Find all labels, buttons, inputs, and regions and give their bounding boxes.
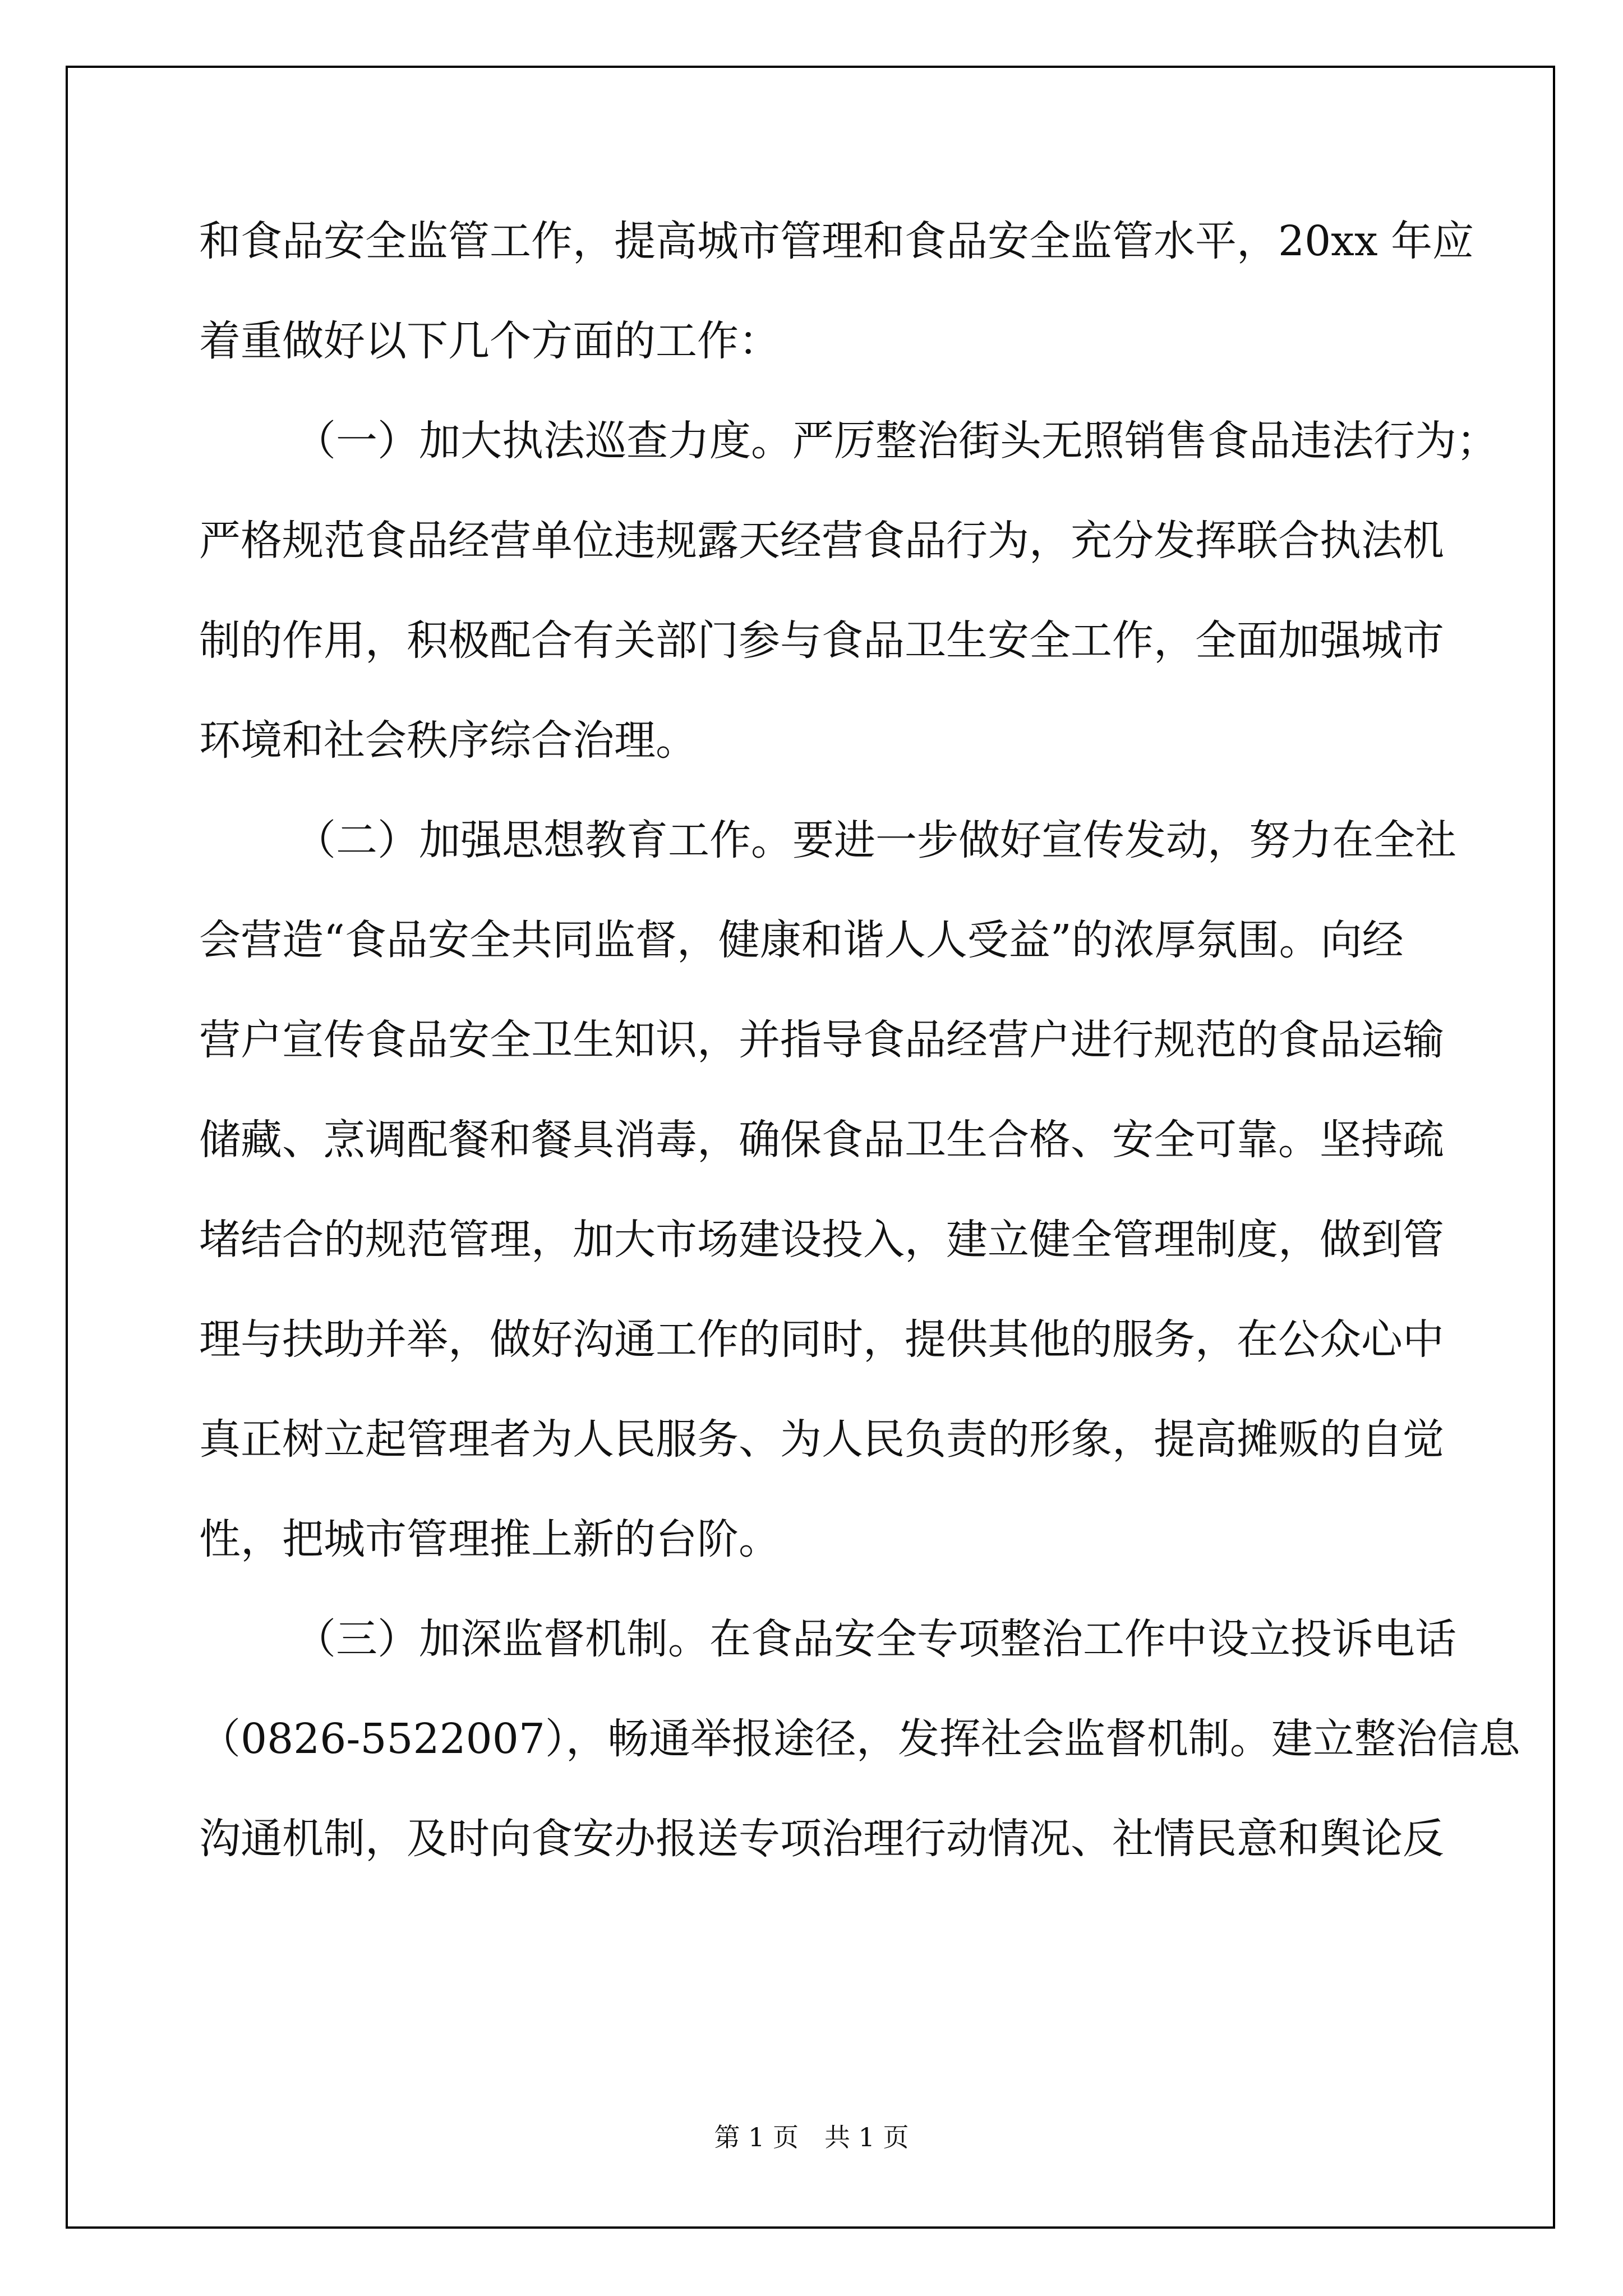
text-line: 着重做好以下几个方面的工作： — [199, 317, 780, 365]
text-line: 严格规范食品经营单位违规露天经营食品行为，充分发挥联合执法机 — [199, 517, 1444, 565]
text-line: 沟通机制，及时向食安办报送专项治理行动情况、社情民意和舆论反 — [199, 1815, 1444, 1863]
text-line: 和食品安全监管工作，提高城市管理和食品安全监管水平，20xx 年应 — [199, 217, 1474, 265]
text-line: 理与扶助并举，做好沟通工作的同时，提供其他的服务，在公众心中 — [199, 1315, 1444, 1364]
text-line: 营户宣传食品安全卫生知识，并指导食品经营户进行规范的食品运输 — [199, 1016, 1444, 1064]
text-line: 制的作用，积极配合有关部门参与食品卫生安全工作，全面加强城市 — [199, 616, 1444, 665]
page-number-footer: 第 1 页 共 1 页 — [714, 2122, 909, 2152]
paragraph-first-line: （一）加大执法巡查力度。严厉整治街头无照销售食品违法行为； — [294, 417, 1498, 465]
text-line: 堵结合的规范管理，加大市场建设投入，建立健全管理制度，做到管 — [199, 1216, 1444, 1264]
text-line: 真正树立起管理者为人民服务、为人民负责的形象，提高摊贩的自觉 — [199, 1415, 1444, 1464]
paragraph-first-line: （三）加深监督机制。在食品安全专项整治工作中设立投诉电话 — [294, 1615, 1456, 1663]
text-line: 储藏、烹调配餐和餐具消毒，确保食品卫生合格、安全可靠。坚持疏 — [199, 1116, 1444, 1164]
paragraph-first-line: （二）加强思想教育工作。要进一步做好宣传发动，努力在全社 — [294, 816, 1456, 864]
text-line: 性，把城市管理推上新的台阶。 — [199, 1515, 780, 1563]
text-line: 会营造“食品安全共同监督，健康和谐人人受益”的浓厚氛围。向经 — [199, 916, 1404, 964]
text-line: 环境和社会秩序综合治理。 — [199, 716, 697, 765]
text-line: （0826-5522007），畅通举报途径，发挥社会监督机制。建立整治信息 — [199, 1715, 1520, 1763]
